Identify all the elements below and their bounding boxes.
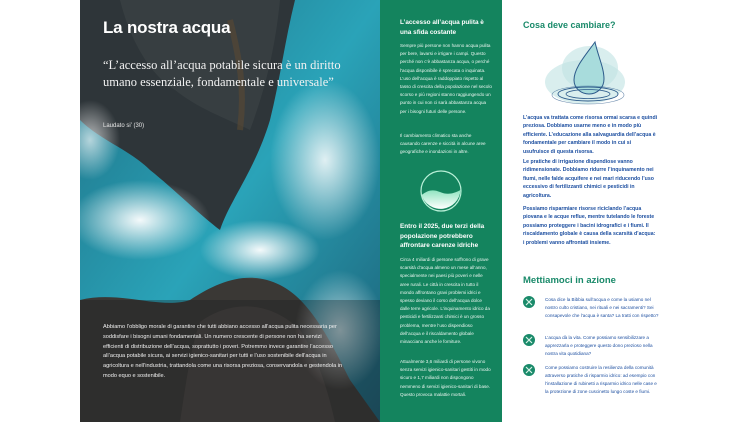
paragraph-clean-water: Sempre più persone non hanno acqua pulita per bere, lavarsi e irrigare i campi. Questo perché non c’è abbastanza acqua, o perché l’acqua disponibile è sprecata o inquinata. L’uso dell’acqua è raddoppiato rispetto al tasso di crescita della popolazione nel secolo scorso e più regioni stanno raggiungendo un punto in cui non ci sarà abbastanza acqua per i bisogni futuri delle persone. [400,43,492,114]
water-globe-icon [418,168,464,214]
white-info-panel [502,0,670,422]
intro-paragraph: Abbiamo l’obbligo morale di garantire che tutti abbiano accesso all’acqua pulita necessaria per soddisfare i bisogni umani fondamentali. Un numero crescente di persone non ha servizi efficienti di distribuzione dell’acqua, soprattutto i poveri. Potremmo invece garantire l’accesso all’acqua potabile sicura, ai servizi igienico-sanitari per tutti e l’uso sostenibile dell’acqua in agricoltura e nell’industria, trattandola come una risorsa preziosa, conservandola e gestendola in modo equo e sostenibile. [103,324,343,379]
section-heading-clean-water: L’accesso all’acqua pulita è una sfida costante [400,19,484,36]
paragraph-sanitation: Attualmente 3,6 miliardi di persone vivono senza servizi igienico-sanitari gestiti in modo sicuro e 1,7 miliardi non dispongono nemmeno di servizi igienico-sanitari di base. Questo provoca malattie mortali. [400,359,491,397]
pull-quote: “L’accesso all’acqua potabile sicura è un diritto umano essenziale, fondamentale e universale” [103,58,341,89]
paragraph-recycling: Possiamo risparmiare risorse riciclando l’acqua piovana e le acque reflue, mentre tutelando le foreste possiamo proteggere i bacini idrografici e i fiumi. Il riscaldamento globale è causa della scarsità d’acqua: i problemi vanno affrontati insieme. [523,206,656,246]
photo-panel [80,0,380,422]
green-info-panel [380,0,502,422]
water-drop-icon [540,38,630,106]
quote-source: Laudato si’ (30) [103,123,145,129]
paragraph-irrigation: Le pratiche di irrigazione dispendiose vanno ridimensionate. Dobbiamo ridurre l’inquinamento nei fiumi, nelle falde acquifere e nei mari riducendo l’uso eccessivo di fertilizzanti chimici e pesticidi in agricoltura. [523,159,654,199]
action-text: L’acqua dà la vita. Come possiamo sensibilizzare a apprezzarla e proteggere questo dono prezioso nella nostra vita quotidiana? [545,335,653,356]
action-text: Cosa dice la Bibbia sull’acqua e come la usiamo nel nostro culto cristiano, nei rituali e nei sacramenti? Sei consapevole che l’acqua è santa? La tratti con rispetto? [545,297,659,318]
section-heading-what-must-change: Cosa deve cambiare? [523,20,616,30]
action-text: Come possiamo costruire la resilienza della comunità attraverso pratiche di risparmio idrico: ad esempio con l’installazione di rubinetti a risparmio idrico nelle case e la protezione di zone cuscinetto lungo coste e fiumi. [545,365,657,394]
action-x-icon [523,364,535,376]
paragraph-water-scarcity: Circa 4 miliardi di persone soffrono di grave scarsità d’acqua almeno un mese all’anno, specialmente nei paesi più poveri e nelle aree rurali. Le città in crescita in tutto il mondo affrontano gravi problemi idrici e spesso deviano il corso dell’acqua dolce dalle terre agricole. L’inquinamento idrico da pesticidi e fertilizzanti chimici è un grosso problema, mentre l’uso dispendioso dell’acqua e il riscaldamento globale minacciano anche le forniture. [400,257,490,345]
section-heading-2025: Entro il 2025, due terzi della popolazione potrebbero affrontare carenze idriche [400,223,485,249]
action-x-icon [523,296,535,308]
action-x-icon [523,334,535,346]
section-heading-take-action: Mettiamoci in azione [523,275,616,286]
paragraph-climate-change: Il cambiamento climatico sta anche causando carenze e siccità in alcune aree geografiche e inondazioni in altre. [400,133,486,155]
paragraph-treat-water: L’acqua va trattata come risorsa ormai scarsa e quindi preziosa. Dobbiamo usarne meno e in modo più efficiente. L’educazione alla salvaguardia dell’acqua è fondamentale per cambiare il modo in cui si usufruisce di questa risorsa. [523,115,658,155]
page-title: La nostra acqua [103,18,231,37]
